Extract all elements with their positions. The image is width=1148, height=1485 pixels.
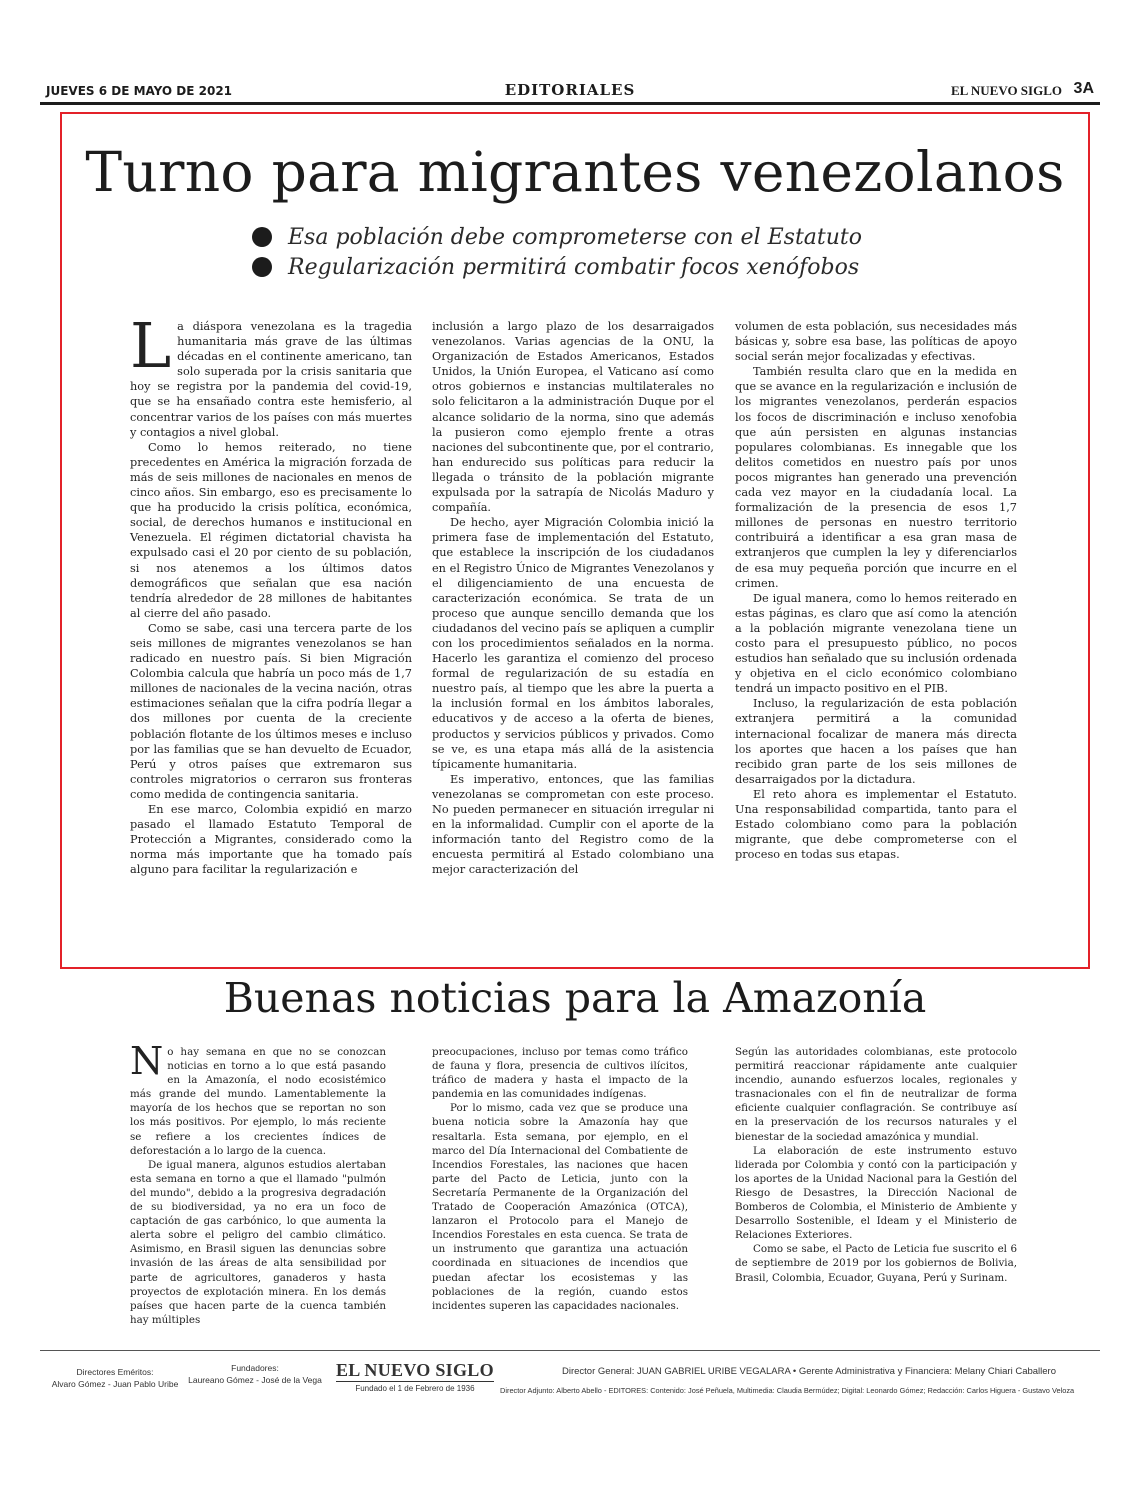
founders-names: Laureano Gómez - José de la Vega	[188, 1375, 322, 1385]
drop-cap: N	[130, 1039, 164, 1083]
paragraph: El reto ahora es implementar el Estatuto. Una responsabilidad compartida, tanto para el Estado colombiano como para la población migrante, que debe comprometerse con el proceso en todas sus etapas.	[735, 787, 1017, 862]
paragraph: Como se sabe, casi una tercera parte de los seis millones de migrantes venezolanos se han radicado en nuestro país. Si bien Migración Colombia calcula que habría un poco más de 1,7 millones de nacionales de la vecina nación, otras estimaciones señalan que la cifra podría llegar a dos millones por cuenta de la creciente población flotante de los últimos meses e incluso por las familias que se han devuelto de Ecuador, Perú y otros países que extremaron sus controles migratorios o cerraron sus fronteras como medida de contingencia sanitaria.	[130, 621, 412, 801]
paragraph	[130, 1039, 386, 1158]
editorial2-headline: Buenas noticias para la Amazonía	[223, 974, 927, 1022]
paragraph	[130, 309, 412, 440]
issue-date: JUEVES 6 DE MAYO DE 2021	[46, 84, 233, 98]
subhead-item	[252, 222, 862, 252]
founded-date: Fundado el 1 de Febrero de 1936	[355, 1384, 475, 1393]
paragraph-text: a diáspora venezolana es la tragedia humanitaria más grave de las últimas décadas en el continente americano, tan solo superada por la crisis sanitaria que hoy se registra por la pandemia del covid-19, que se ha ensañado contra este hemisferio, al concentrar varios de los países con más muertes y contagios a nivel global.	[130, 320, 412, 439]
paragraph: Como lo hemos reiterado, no tiene precedentes en América la migración forzada de más de seis millones de nacionales en menos de cinco años. Sin embargo, eso es precisamente lo que ha producido la crisis política, económica, social, de derechos humanos e institucional en Venezuela. El régimen dictatorial chavista ha expulsado casi el 20 por ciento de su población, si nos atenemos a los últimos datos demográficos que señalan que esa nación tendría alrededor de 28 millones de habitantes al cierre del año pasado.	[130, 440, 412, 620]
founders-label: Fundadores:	[231, 1363, 279, 1373]
subhead-text: Esa población debe comprometerse con el Estatuto	[288, 224, 862, 250]
editorial1-column-3	[735, 319, 1017, 862]
paragraph: De igual manera, como lo hemos reiterado en estas páginas, es claro que así como la atención a la población migrante venezolana tiene un costo para el presupuesto público, no pocos estudios han señalado que su inclusión ordenada y objetiva en el ciclo económico colombiano tendrá un impacto positivo en el PIB.	[735, 591, 1017, 696]
section-title: EDITORIALES	[504, 81, 636, 99]
staff-line-1: Director General: JUAN GABRIEL URIBE VEGALARA • Gerente Administrativa y Financiera: Melany Chiari Caballero	[562, 1366, 1056, 1377]
drop-cap: L	[130, 309, 172, 382]
paragraph: Es imperativo, entonces, que las familias venezolanas se comprometan con este proceso. No pueden permanecer en situación irregular ni en la informalidad. Cumplir con el aporte de la información tanto del Registro como de la encuesta permitirá al Estado colombiano una mejor caracterización del	[432, 772, 714, 877]
editorial1-headline: Turno para migrantes venezolanos	[85, 140, 1065, 204]
staff-line-2: Director Adjunto: Alberto Abello - EDITORES: Contenido: José Peñuela, Multimedia: Claudia Bermúdez; Digital: Leonardo Gómez; Redacción: Carlos Higuera - Gustavo Veloza	[500, 1386, 1075, 1395]
editorial2-column-1	[130, 1039, 386, 1327]
editorial1-column-2	[432, 319, 714, 877]
bullet-dot-icon	[252, 257, 272, 277]
paragraph: La elaboración de este instrumento estuvo liderada por Colombia y contó con la participación y los aportes de la Unidad Nacional para la Gestión del Riesgo de Desastres, la Dirección Nacional de Bomberos de Colombia, el Ministerio de Ambiente y Desarrollo Sostenible, el Ideam y el Ministerio de Relaciones Exteriores.	[735, 1144, 1017, 1242]
paragraph: Como se sabe, el Pacto de Leticia fue suscrito el 6 de septiembre de 2019 por los gobiernos de Bolivia, Brasil, Colombia, Ecuador, Guyana, Perú y Surinam.	[735, 1243, 1017, 1284]
emeritus-block	[40, 1366, 190, 1390]
editorial2-column-2	[432, 1045, 688, 1313]
bullet-dot-icon	[252, 227, 272, 247]
paragraph: También resulta claro que en la medida en que se avance en la regularización e inclusión de los migrantes venezolanos, perderán espacios los focos de discriminación e incluso xenofobia que aún persisten en algunas instancias populares colombianas. Es innegable que los delitos cometidos en nuestro país por unos pocos migrantes han generado una prevención cada vez mayor en la ciudadanía local. La formalización de la presencia de esos 1,7 millones de personas en nuestro territorio contribuirá a identificar a esa gran masa de extranjeros que cumplen la ley y diferenciarlos de esa muy pequeña porción que incurre en el crimen.	[735, 365, 1017, 590]
paragraph: Según las autoridades colombianas, este protocolo permitirá reaccionar rápidamente ante cualquier incendio, aunando esfuerzos locales, regionales y trasnacionales con el fin de neutralizar de forma eficiente cualquier conflagración. Se contribuye así en la preservación de los recursos naturales y el bienestar de la sociedad amazónica y mundial.	[735, 1046, 1017, 1143]
subhead-item	[252, 252, 862, 282]
paragraph-text: o hay semana en que no se conozcan noticias en torno a lo que está pasando en la Amazonía, el nodo ecosistémico más grande del mundo. Lamentablemente la mayoría de los hechos que se reportan no son los más positivos. Por ejemplo, lo más reciente se refiere a los crecientes índices de deforestación a lo largo de la cuenca.	[130, 1046, 386, 1157]
page-number: 3A	[1073, 80, 1094, 97]
paragraph: Por lo mismo, cada vez que se produce una buena noticia sobre la Amazonía hay que resaltarla. Esta semana, por ejemplo, en el marco del Día Internacional del Combatiente de Incendios Forestales, las naciones que hacen parte del Pacto de Leticia, junto con la Secretaría Permanente de la Organización del Tratado de Cooperación Amazónica (OTCA), lanzaron el Protocolo para el Manejo de Incendios Forestales en esta cuenca. Se trata de un instrumento que garantiza una actuación coordinada en situaciones de incendios que puedan afectar los ecosistemas y las poblaciones de la región, cuando estos incidentes superen las capacidades nacionales.	[432, 1102, 688, 1312]
footer-rule	[40, 1350, 1100, 1351]
paragraph: De igual manera, algunos estudios alertaban esta semana en torno a que el llamado "pulmón del mundo", debido a la progresiva degradación de su biodiversidad, ya no era un foco de captación de gas carbónico, lo que aumenta la alerta sobre el peligro del cambio climático. Asimismo, en Brasil siguen las denuncias sobre invasión de las áreas de alta sensibilidad por parte de agricultores, ganaderos y hasta proyectos de explotación minera. En los demás países que hacen parte de la cuenca también hay múltiples	[130, 1158, 386, 1326]
paragraph: inclusión a largo plazo de los desarraigados venezolanos. Varias agencias de la ONU, la Organización de Estados Americanos, Estados Unidos, la Unión Europea, el Vaticano así como otros gobiernos e instancias multilaterales no solo felicitaron a la administración Duque por el alcance solidario de la norma, sino que además la pusieron como ejemplo frente a otras naciones del subcontinente que, por el contrario, han endurecido sus políticas para reducir la llegada o tránsito de la población migrante expulsada por la satrapía de Nicolás Maduro y compañía.	[432, 320, 714, 515]
founders-block	[180, 1362, 330, 1386]
editorial1-column-1	[130, 309, 412, 877]
editorial2-column-3	[735, 1045, 1017, 1285]
newspaper-logo	[336, 1360, 494, 1393]
page-header	[40, 80, 1100, 102]
masthead-footer	[0, 1356, 1148, 1406]
paragraph: Incluso, la regularización de esta población extranjera permitirá a la comunidad internacional focalizar de manera más directa los aportes que hacen a los países que han recibido gran parte de los seis millones de desarraigados por la dictadura.	[735, 697, 1017, 786]
emeritus-label: Directores Eméritos:	[76, 1367, 154, 1377]
paragraph: De hecho, ayer Migración Colombia inició la primera fase de implementación del Estatuto, que establece la inscripción de los ciudadanos en el Registro Único de Migrantes Venezolanos y el diligenciamiento de una encuesta de caracterización económica. Se trata de un proceso que aunque sencillo demanda que los ciudadanos del vecino país se apliquen a cumplir con los procedimientos señalados en la norma. Hacerlo les garantiza el comienzo del proceso formal de regularización de su estadía en nuestro país, al tiempo que les abre la puerta a la inclusión formal en los ámbitos laborales, educativos y de acceso a la oferta de bienes, productos y servicios públicos y privados. Como se ve, es una etapa más allá de la asistencia típicamente humanitaria.	[432, 516, 714, 771]
newspaper-brand: EL NUEVO SIGLO	[951, 83, 1062, 98]
editorial1-subheads	[252, 222, 862, 282]
logo-name: EL NUEVO SIGLO	[336, 1360, 494, 1380]
subhead-text: Regularización permitirá combatir focos xenófobos	[288, 254, 860, 280]
emeritus-names: Alvaro Gómez - Juan Pablo Uribe	[51, 1379, 179, 1389]
paragraph: preocupaciones, incluso por temas como tráfico de fauna y flora, presencia de cultivos ilícitos, tráfico de madera y hasta el impacto de la pandemia en las comunidades indígenas.	[432, 1046, 688, 1101]
paragraph: En ese marco, Colombia expidió en marzo pasado el llamado Estatuto Temporal de Protección a Migrantes, considerado como la norma más importante que ha tomado país alguno para facilitar la regularización e	[130, 803, 412, 877]
header-rule	[40, 102, 1100, 105]
paragraph: volumen de esta población, sus necesidades más básicas y, sobre esa base, las políticas de apoyo social serán mejor focalizadas y efectivas.	[735, 320, 1017, 364]
